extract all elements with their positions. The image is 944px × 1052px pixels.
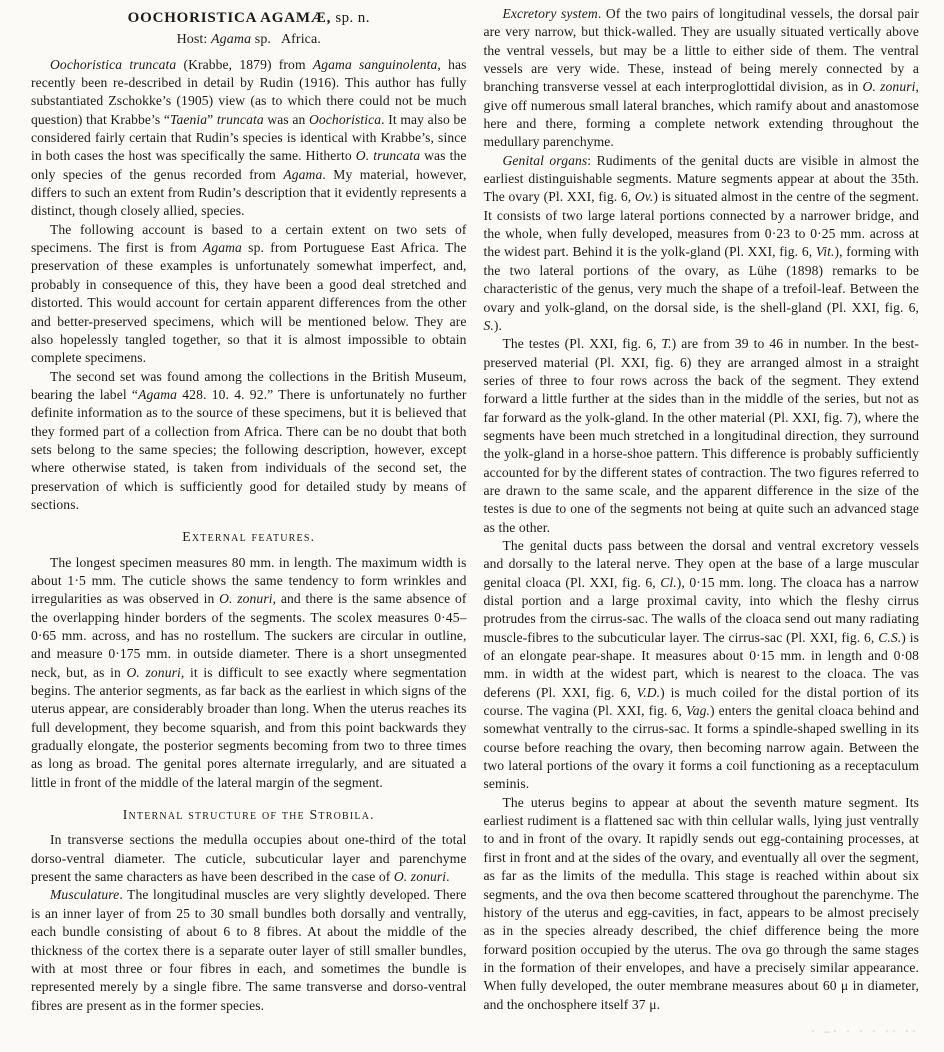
paragraph-intro-2: The following account is based to a certain extent on two sets of specimens. The first is from Agama sp. from Portuguese East Africa. The preservation of these examples is unfortunately somewhat imperfect, and, probably in consequence of this, they have been a good deal stretched and distorted. This would account for certain apparent differences from the other and better-preserved specimens, which will be mentioned below. They are also hopelessly tangled together, so that it is almost impossible to obtain complete specimens. [31,221,467,366]
paragraph-intro-1: Oochoristica truncata (Krabbe, 1879) from Agama sanguinolenta, has recently been re-described in detail by Rudin (1916). This author has fully substantiated Zschokke’s (1905) view (as to which there could not be much question) that Krabbe’s “Taenia” truncata was an Oochoristica. It may also be considered fairly certain that Rudin’s species is identical with Krabbe’s, since in both cases the host was specifically the same. Hitherto O. truncata was the only species of the genus recorded from Agama. My material, however, differs to such an extent from Rudin’s description that it evidently represents a distinct, though closely allied, species. [31,56,467,219]
paragraph-uterus: The uterus begins to appear at about the seventh mature segment. Its earliest rudiment is a flattened sac with thin cellular walls, lying just ventrally to and in front of the ovary. It rapidly sends out egg-containing processes, at first in front and at the sides of the ovary, and eventually all over the segment, as far as the limits of the medulla. This stage is reached within about six segments, and the ova then become scattered throughout the parenchyme. The history of the uterus and egg-cavities, in fact, appears to be almost precisely as in the species already described, the chief difference being the more forward position occupied by the uterus. The ova go through the same stages in the formation of their envelopes, and have a precisely similar appearance. When fully developed, the outer membrane measures about 60 μ in diameter, and the onchosphere itself 37 μ. [483,794,919,1012]
heading-external-features: External features. [182,529,316,545]
left-column [31,5,467,1052]
paragraph-external-features: The longest specimen measures 80 mm. in length. The maximum width is about 1·5 mm. The cuticle shows the same tendency to form wrinkles and irregularities as was observed in O. zonuri, and there is the same absence of the overlapping hinder borders of the segments. The scolex measures 0·45–0·65 mm. across, and has no rostellum. The suckers are circular in outline, and measure 0·175 mm. in outside diameter. There is a short unsegmented neck, but, as in O. zonuri, it is difficult to see exactly where segmentation begins. The anterior segments, as far back as the earliest in which signs of the uterus appear, are considerably broader than long. When the uterus reaches its full development, they become squarish, and from this point backwards they gradually elongate, the posterior segments becoming from two to three times as long as broad. The genital pores alternate irregularly, and are situated a little in front of the middle of the lateral margin of the segment. [31,554,467,790]
heading-internal-structure: Internal structure of the Strobila. [122,807,375,823]
host-line: Host: Agama sp. Africa. [176,32,321,48]
paragraph-testes: The testes (Pl. XXI, fig. 6, T.) are from 39 to 46 in number. In the best-preserved material (Pl. XXI, fig. 6) they are arranged almost in a straight series of three to four rows across the back of the segment. They extend forward a little further at the sides than in the middle of the series, but not as far forward as the yolk-gland. In the other material (Pl. XXI, fig. 7), where the segments have been much stretched in a longitudinal direction, they surround the yolk-gland in a horse-shoe pattern. This difference is probably sufficiently accounted for by the different states of contraction. The two figures referred to are drawn to the same scale, and the apparent difference in the size of the testes is due to one of the segments not being at quite such an advanced stage as the other. [483,336,919,535]
scan-artifact-fragment: · –· · · · ·· ·· [811,1023,919,1038]
paragraph-internal-structure: In transverse sections the medulla occupies about one-third of the total dorso-ventral diameter. The cuticle, subcuticular layer and parenchyme present the same characters as have been described in the case of O. zonuri. [31,832,467,885]
paragraph-genital-organs: Genital organs: Rudiments of the genital ducts are visible in almost the earliest distinguishable segments. Mature segments appear at about the 35th. The ovary (Pl. XXI, fig. 6, Ov.) is situated almost in the centre of the segment. It consists of two large lateral portions connected by a narrower bridge, and the whole, when fully developed, measures from 0·23 to 0·25 mm. across at the widest part. Behind it is the yolk-gland (Pl. XXI, fig. 6, Vit.), forming with the two lateral portions of the ovary, as Lühe (1898) remarks to be characteristic of the genus, very much the shape of a trefoil-leaf. Between the ovary and yolk-gland, on the dorsal side, is the shell-gland (Pl. XXI, fig. 6, S.). [483,152,919,333]
paragraph-intro-3: The second set was found among the collections in the British Museum, bearing the label “Agama 428. 10. 4. 92.” There is unfortunately no further definite information as to the source of these specimens, but it is believed that they formed part of a collection from Africa. There can be no doubt that both sets belong to the same species; the following description, however, except where otherwise stated, is taken from individuals of the second set, the preservation of which is sufficiently good for detailed study by means of sections. [31,368,467,512]
paragraph-excretory-system: Excretory system. Of the two pairs of longitudinal vessels, the dorsal pair are very narrow, but thick-walled. They are usually situated vertically above the ventral vessels, but may be a little to either side of them. The ventral vessels are very wide. These, instead of being merely connected by a branching transverse vessel at each interproglottidal division, as in O. zonuri, give off numerous small lateral branches, which ramify about and anastomose here and there, forming a complete network extending throughout the medullary parenchyme. [483,6,920,150]
right-column [484,5,920,1052]
paragraph-musculature: Musculature. The longitudinal muscles are very slightly developed. There is an inner layer of from 25 to 30 small bundles both dorsally and ventrally, each bundle consisting of about 6 to 8 fibres. At about the middle of the thickness of the cortex there is a separate outer layer of still smaller bundles, with at most three or four fibres in each, and sometimes the bundle is represented merely by a single fibre. The same transverse and dorso-ventral fibres are present as in the former species. [31,887,467,1013]
paper-title: OOCHORISTICA AGAMÆ, sp. n. [127,10,370,26]
paragraph-genital-ducts: The genital ducts pass between the dorsal and ventral excretory vessels and dorsally to the lateral nerve. They open at the base of a large muscular genital cloaca (Pl. XXI, fig. 6, Cl.), 0·15 mm. long. The cloaca has a narrow distal portion and a large proximal cavity, into which the fleshy cirrus protrudes from the cirrus-sac. The walls of the cloaca send out many radiating muscle-fibres to the subcuticular layer. The cirrus-sac (Pl. XXI, fig. 6, C.S.) is of an elongate pear-shape. It measures about 0·15 mm. in length and 0·08 mm. in width at the widest part, which is nearest to the cloaca. The vas deferens (Pl. XXI, fig. 6, V.D.) is much coiled for the distal portion of its course. The vagina (Pl. XXI, fig. 6, Vag.) enters the genital cloaca behind and somewhat ventrally to the cirrus-sac. It forms a spindle-shaped swelling in its course before reaching the ovary, then becoming narrow again. Between the two lateral portions of the ovary it forms a coil functioning as a receptaculum seminis. [483,537,919,792]
